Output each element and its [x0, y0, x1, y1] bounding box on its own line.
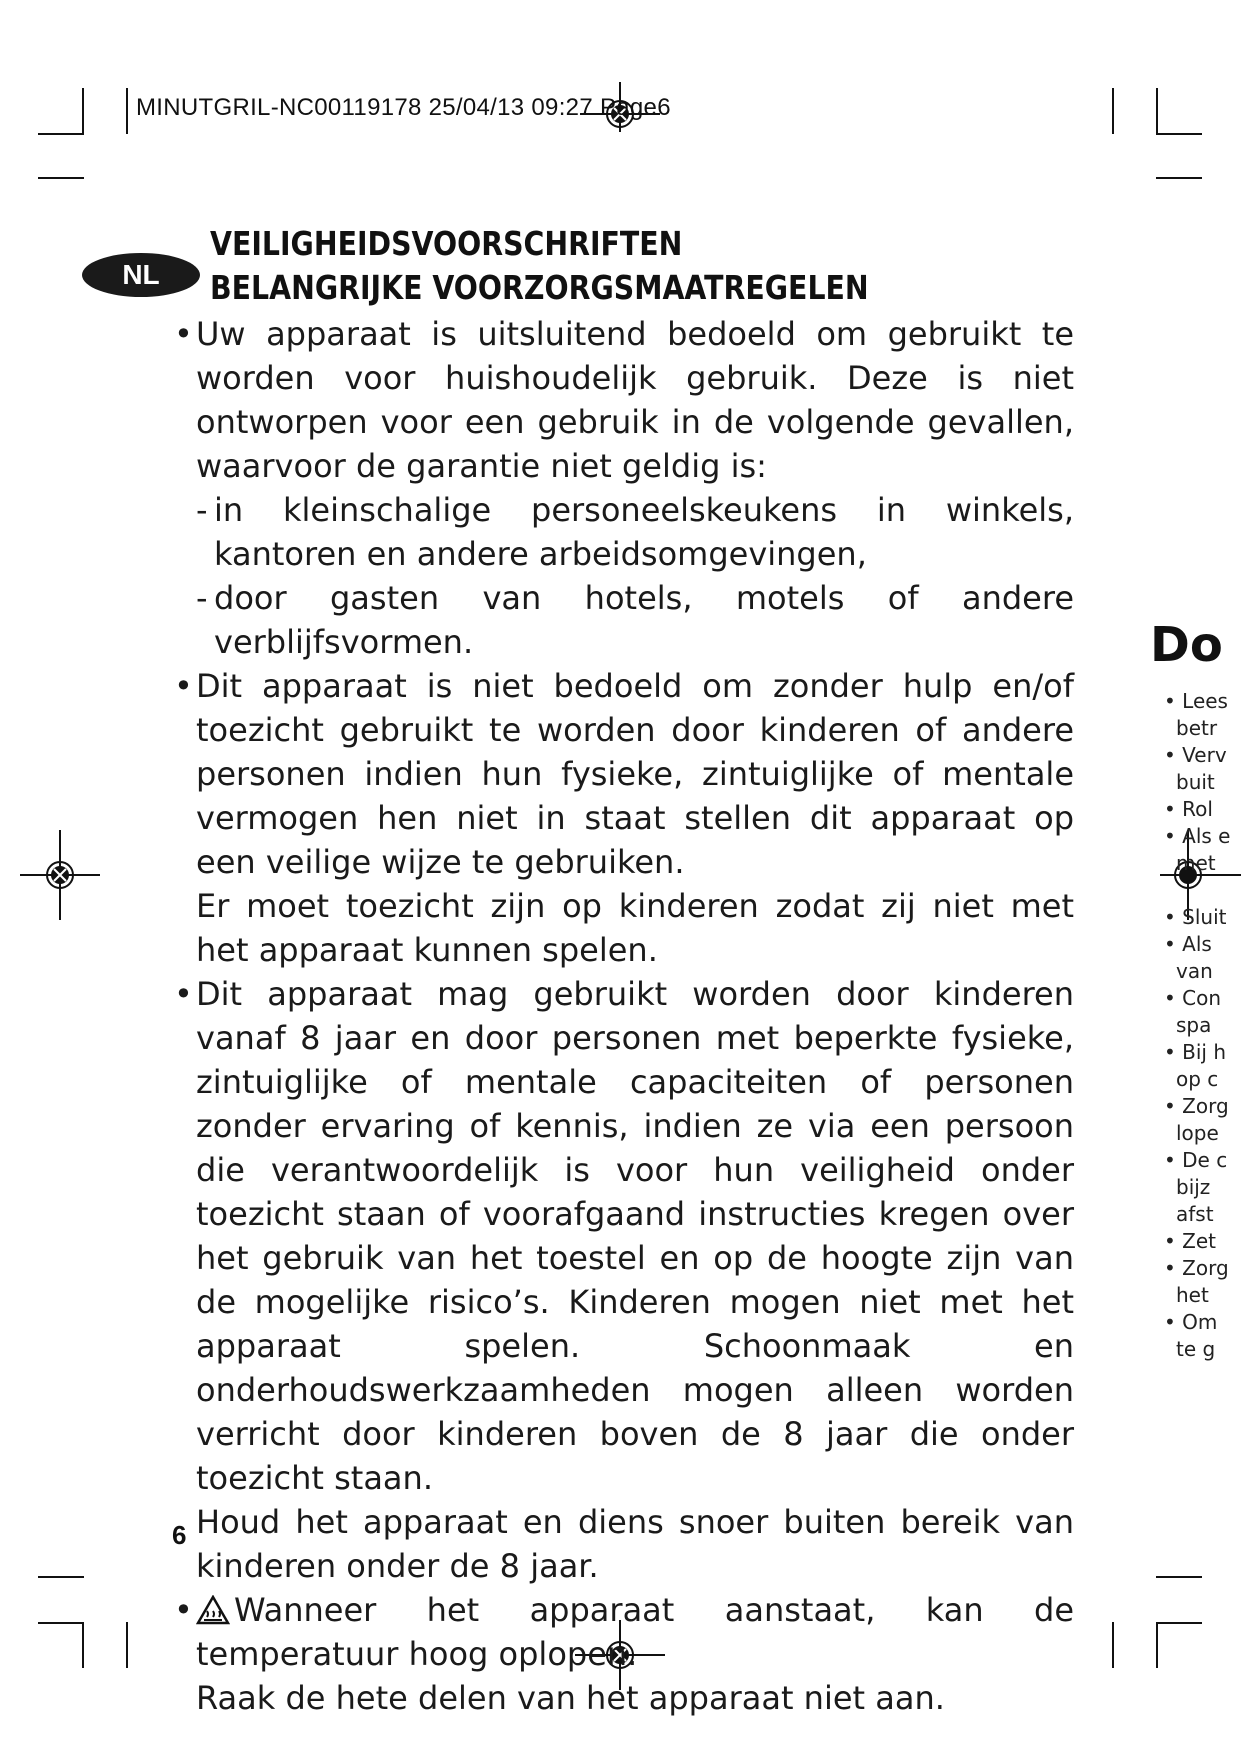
registration-mark-icon: [20, 830, 100, 920]
list-item: • Con: [1164, 986, 1222, 1010]
page-number: 6: [172, 1520, 187, 1550]
list-item: • Als e: [1164, 824, 1231, 848]
print-slug: MINUTGRIL-NC00119178 25/04/13 09:27 Page6: [136, 94, 671, 121]
safety-instructions: [174, 312, 1074, 1720]
bullet-icon: •: [174, 315, 193, 353]
crop-mark: [1156, 88, 1158, 134]
instruction-continuation: Er moet toezicht zijn op kinderen zodat zij niet met het apparaat kunnen spelen.: [196, 887, 1074, 969]
dash-icon: -: [196, 579, 208, 617]
hot-surface-warning-icon: [196, 1595, 230, 1625]
list-item: • De c: [1164, 1148, 1228, 1172]
instruction-continuation: Raak de hete delen van het apparaat niet aan.: [196, 1679, 945, 1717]
crop-mark: [38, 1576, 84, 1578]
dash-icon: -: [196, 491, 208, 529]
list-item: afst: [1176, 1202, 1214, 1226]
list-item: te g: [1176, 1337, 1216, 1361]
list-item: met: [1176, 851, 1216, 875]
list-item: het: [1176, 1283, 1209, 1307]
crop-mark: [38, 133, 84, 135]
list-item: • Bij h: [1164, 1040, 1227, 1064]
list-item: • Lees: [1164, 689, 1228, 713]
crop-mark: [82, 1622, 84, 1668]
list-item: • Als: [1164, 932, 1212, 956]
instruction-item: [174, 972, 1074, 1500]
instruction-subitem: [174, 488, 1074, 576]
bullet-icon: •: [174, 1591, 193, 1629]
list-item: bijz: [1176, 1175, 1211, 1199]
section-subtitle: BELANGRIJKE VOORZORGSMAATREGELEN: [210, 268, 869, 307]
list-item: • Rol: [1164, 797, 1213, 821]
crop-mark: [1156, 1622, 1202, 1624]
instruction-item: [174, 1588, 1074, 1676]
instruction-item: [174, 664, 1074, 884]
instruction-subitem: [174, 576, 1074, 664]
adjacent-page-fragment: [1150, 620, 1241, 1363]
list-item: op c: [1176, 1067, 1219, 1091]
list-item: • Zet: [1164, 1229, 1217, 1253]
crop-mark: [1156, 1622, 1158, 1668]
list-item: • Zorg: [1164, 1094, 1229, 1118]
instruction-text: Wanneer het apparaat aanstaat, kan de temperatuur hoog oplopen.: [196, 1591, 1074, 1673]
crop-mark: [126, 1622, 128, 1668]
crop-mark: [1156, 177, 1202, 179]
list-item: • Verv: [1164, 743, 1227, 767]
instruction-item: [174, 312, 1074, 488]
language-badge: NL: [82, 253, 200, 297]
list-item: • Sluit: [1164, 905, 1227, 929]
list-item: van: [1176, 959, 1213, 983]
crop-mark: [1112, 1622, 1114, 1668]
list-item: buit: [1176, 770, 1215, 794]
adjacent-heading: Do: [1150, 620, 1223, 673]
list-item: • Zorg: [1164, 1256, 1229, 1280]
crop-mark: [82, 88, 84, 134]
crop-mark: [38, 177, 84, 179]
crop-mark: [126, 88, 128, 134]
list-item: • Om: [1164, 1310, 1218, 1334]
crop-mark: [38, 1622, 84, 1624]
crop-mark: [1156, 133, 1202, 135]
crop-mark: [1156, 1576, 1202, 1578]
bullet-icon: •: [174, 667, 193, 705]
instruction-text: Dit apparaat mag gebruikt worden door kinderen vanaf 8 jaar en door personen met beperkte fysieke, zintuiglijke of mentale capaciteiten of personen zonder ervaring of kennis, indien ze via een persoon die verantwoordelijk is voor hun veiligheid onder toezicht staan of voorafgaand instructies kregen over het gebruik van het toestel en op de hoogte zijn van de mogelijke risico’s. Kinderen mogen niet met het apparaat spelen. Schoonmaak en onderhoudswerkzaamheden mogen alleen worden verricht door kinderen boven de 8 jaar die onder toezicht staan.: [196, 975, 1074, 1497]
instruction-text: Dit apparaat is niet bedoeld om zonder hulp en/of toezicht gebruikt te worden door kinderen of andere personen indien hun fysieke, zintuiglijke of mentale vermogen hen niet in staat stellen dit apparaat op een veilige wijze te gebruiken.: [196, 667, 1074, 881]
subitem-text: in kleinschalige personeelskeukens in winkels, kantoren en andere arbeidsomgevingen,: [214, 491, 1074, 573]
list-item: betr: [1176, 716, 1218, 740]
section-title: VEILIGHEIDSVOORSCHRIFTEN: [210, 224, 683, 263]
instruction-continuation: Houd het apparaat en diens snoer buiten bereik van kinderen onder de 8 jaar.: [196, 1503, 1074, 1585]
crop-mark: [1112, 88, 1114, 134]
adjacent-list: [1150, 688, 1241, 1363]
list-item: lope: [1176, 1121, 1219, 1145]
instruction-text: Uw apparaat is uitsluitend bedoeld om gebruikt te worden voor huishoudelijk gebruik. Deze is niet ontworpen voor een gebruik in de volgende gevallen, waarvoor de garantie niet geldig is:: [196, 315, 1074, 485]
bullet-icon: •: [174, 975, 193, 1013]
list-item: spa: [1176, 1013, 1212, 1037]
subitem-text: door gasten van hotels, motels of andere verblijfsvormen.: [214, 579, 1074, 661]
